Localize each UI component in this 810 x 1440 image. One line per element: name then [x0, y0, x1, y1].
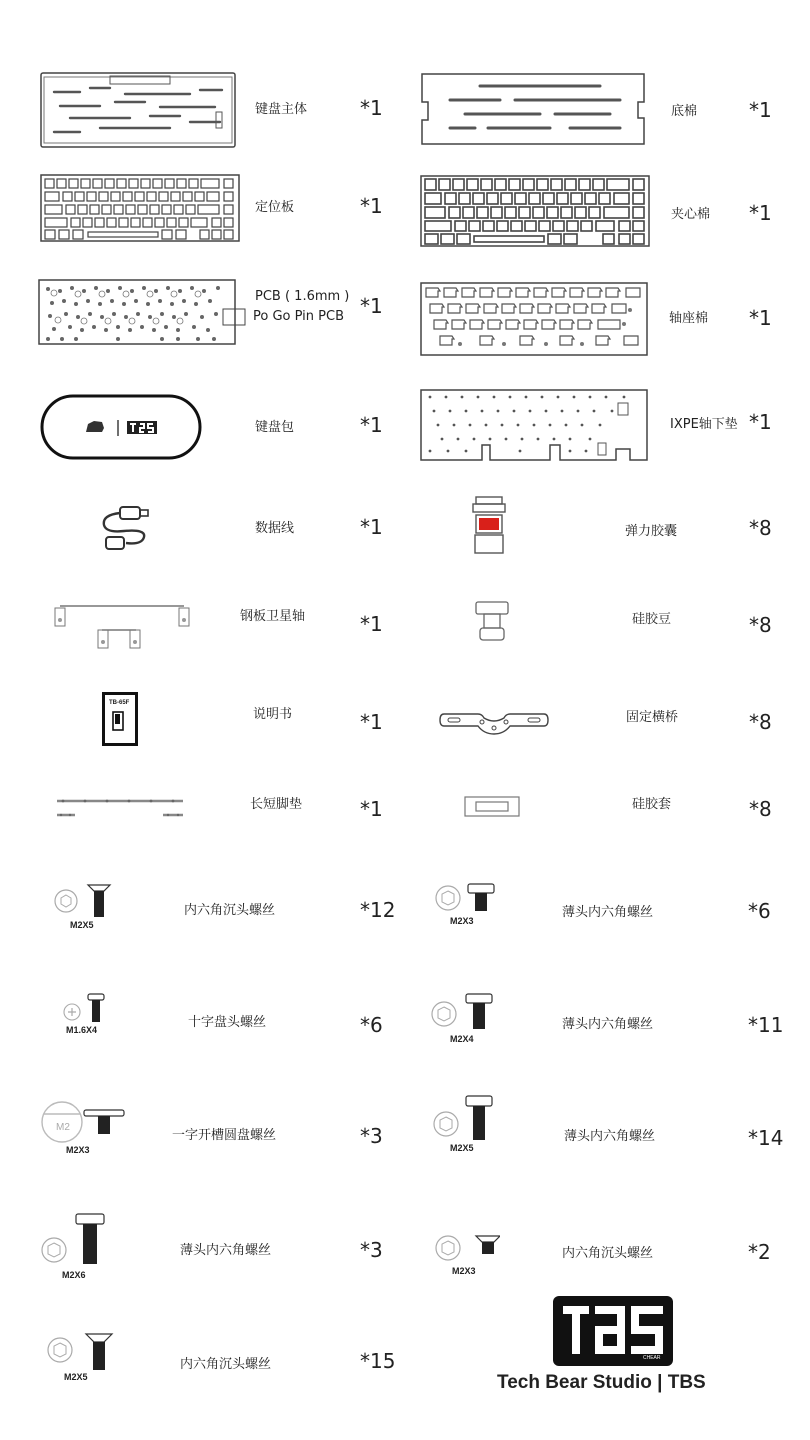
screw-name: 一字开槽圆盘螺丝: [172, 1128, 277, 1143]
socket-foam-illustration: [420, 282, 648, 356]
part-count: *1: [360, 515, 383, 539]
brand-footer-text: Tech Bear Studio | TBS: [497, 1372, 706, 1393]
part-name: 长短脚垫: [250, 797, 303, 812]
screw-size: M2X5: [64, 1372, 88, 1382]
thin-head-hex-screw-icon: [430, 1094, 496, 1142]
part-name: 定位板: [255, 200, 295, 215]
bridge-illustration: [438, 708, 550, 736]
part-count: *1: [360, 612, 383, 636]
screw-count: *3: [360, 1238, 383, 1262]
part-name: 轴座棉: [669, 311, 709, 326]
part-count: *1: [360, 413, 383, 437]
pcb-illustration: [38, 279, 248, 345]
part-name-line2: Po Go Pin PCB: [253, 309, 344, 324]
screw-name: 内六角沉头螺丝: [184, 903, 276, 918]
bottom-foam-illustration: [420, 72, 646, 146]
screw-name: 薄头内六角螺丝: [562, 905, 654, 920]
part-name: 键盘包: [255, 420, 295, 435]
part-count: *1: [360, 797, 383, 821]
plate-illustration: [40, 174, 240, 242]
thin-head-hex-screw-icon: [40, 1212, 110, 1268]
screw-name: 薄头内六角螺丝: [564, 1129, 656, 1144]
screw-count: *6: [360, 1013, 383, 1037]
screw-size: M1.6X4: [66, 1025, 98, 1035]
part-name: 硅胶豆: [632, 612, 672, 627]
part-count: *1: [749, 410, 772, 434]
screw-name: 薄头内六角螺丝: [180, 1243, 272, 1258]
screw-count: *12: [360, 898, 396, 922]
phillips-screw-icon: [62, 992, 112, 1026]
logo-subtext: CHEAR: [643, 1355, 661, 1361]
screw-count: *3: [360, 1124, 383, 1148]
capsule-illustration: [470, 495, 508, 557]
screw-size: M2X4: [450, 1034, 474, 1044]
thin-head-hex-screw-icon: [434, 882, 496, 914]
part-name: 底棉: [671, 104, 698, 119]
feet-illustration: [55, 797, 185, 821]
part-count: *1: [360, 194, 383, 218]
screw-count: *14: [748, 1126, 784, 1150]
sandwich-foam-illustration: [420, 175, 650, 247]
screw-count: *6: [748, 899, 771, 923]
part-count: *1: [749, 98, 772, 122]
part-name: 硅胶套: [632, 797, 672, 812]
bag-illustration: [40, 394, 202, 460]
screw-count: *11: [748, 1013, 784, 1037]
part-name: 钢板卫星轴: [240, 609, 306, 624]
brand-logo: [553, 1296, 673, 1366]
screw-size: M2X6: [62, 1270, 86, 1280]
part-name: 弹力胶囊: [625, 524, 678, 539]
silicone-sleeve-illustration: [464, 796, 520, 818]
screw-name: 内六角沉头螺丝: [180, 1357, 272, 1372]
part-count: *1: [749, 306, 772, 330]
screw-head-text: M2: [56, 1122, 70, 1133]
countersunk-screw-icon: [46, 1332, 116, 1372]
screw-name: 十字盘头螺丝: [188, 1015, 267, 1030]
part-count: *8: [749, 797, 772, 821]
part-count: *8: [749, 710, 772, 734]
stabilizer-illustration: [52, 600, 192, 656]
screw-name: 薄头内六角螺丝: [562, 1017, 654, 1032]
slotted-disc-screw-icon: [40, 1100, 126, 1144]
screw-count: *15: [360, 1349, 396, 1373]
manual-model-label: TB-65F: [109, 700, 130, 706]
cable-illustration: [100, 505, 152, 551]
keyboard-body-illustration: [40, 72, 236, 148]
part-name: 夹心棉: [671, 207, 711, 222]
part-count: *1: [360, 294, 383, 318]
part-count: *8: [749, 516, 772, 540]
countersunk-screw-icon: [434, 1232, 500, 1264]
screw-size: M2X5: [450, 1143, 474, 1153]
screw-size: M2X3: [452, 1266, 476, 1276]
thin-head-hex-screw-icon: [430, 992, 496, 1032]
part-count: *1: [360, 96, 383, 120]
part-count: *1: [749, 201, 772, 225]
screw-count: *2: [748, 1240, 771, 1264]
part-count: *8: [749, 613, 772, 637]
silicone-bean-illustration: [472, 600, 512, 644]
screw-name: 内六角沉头螺丝: [562, 1246, 654, 1261]
part-name: 说明书: [253, 707, 293, 722]
screw-size: M2X3: [450, 916, 474, 926]
part-name: 数据线: [255, 521, 295, 536]
ixpe-illustration: [420, 389, 648, 461]
part-name: 键盘主体: [255, 102, 308, 117]
part-name: IXPE轴下垫: [670, 417, 738, 432]
part-name-line1: PCB ( 1.6mm ): [255, 289, 350, 304]
screw-size: M2X5: [70, 920, 94, 930]
countersunk-screw-icon: [54, 883, 114, 919]
part-count: *1: [360, 710, 383, 734]
part-name: 固定横桥: [626, 710, 679, 725]
screw-size: M2X3: [66, 1145, 90, 1155]
